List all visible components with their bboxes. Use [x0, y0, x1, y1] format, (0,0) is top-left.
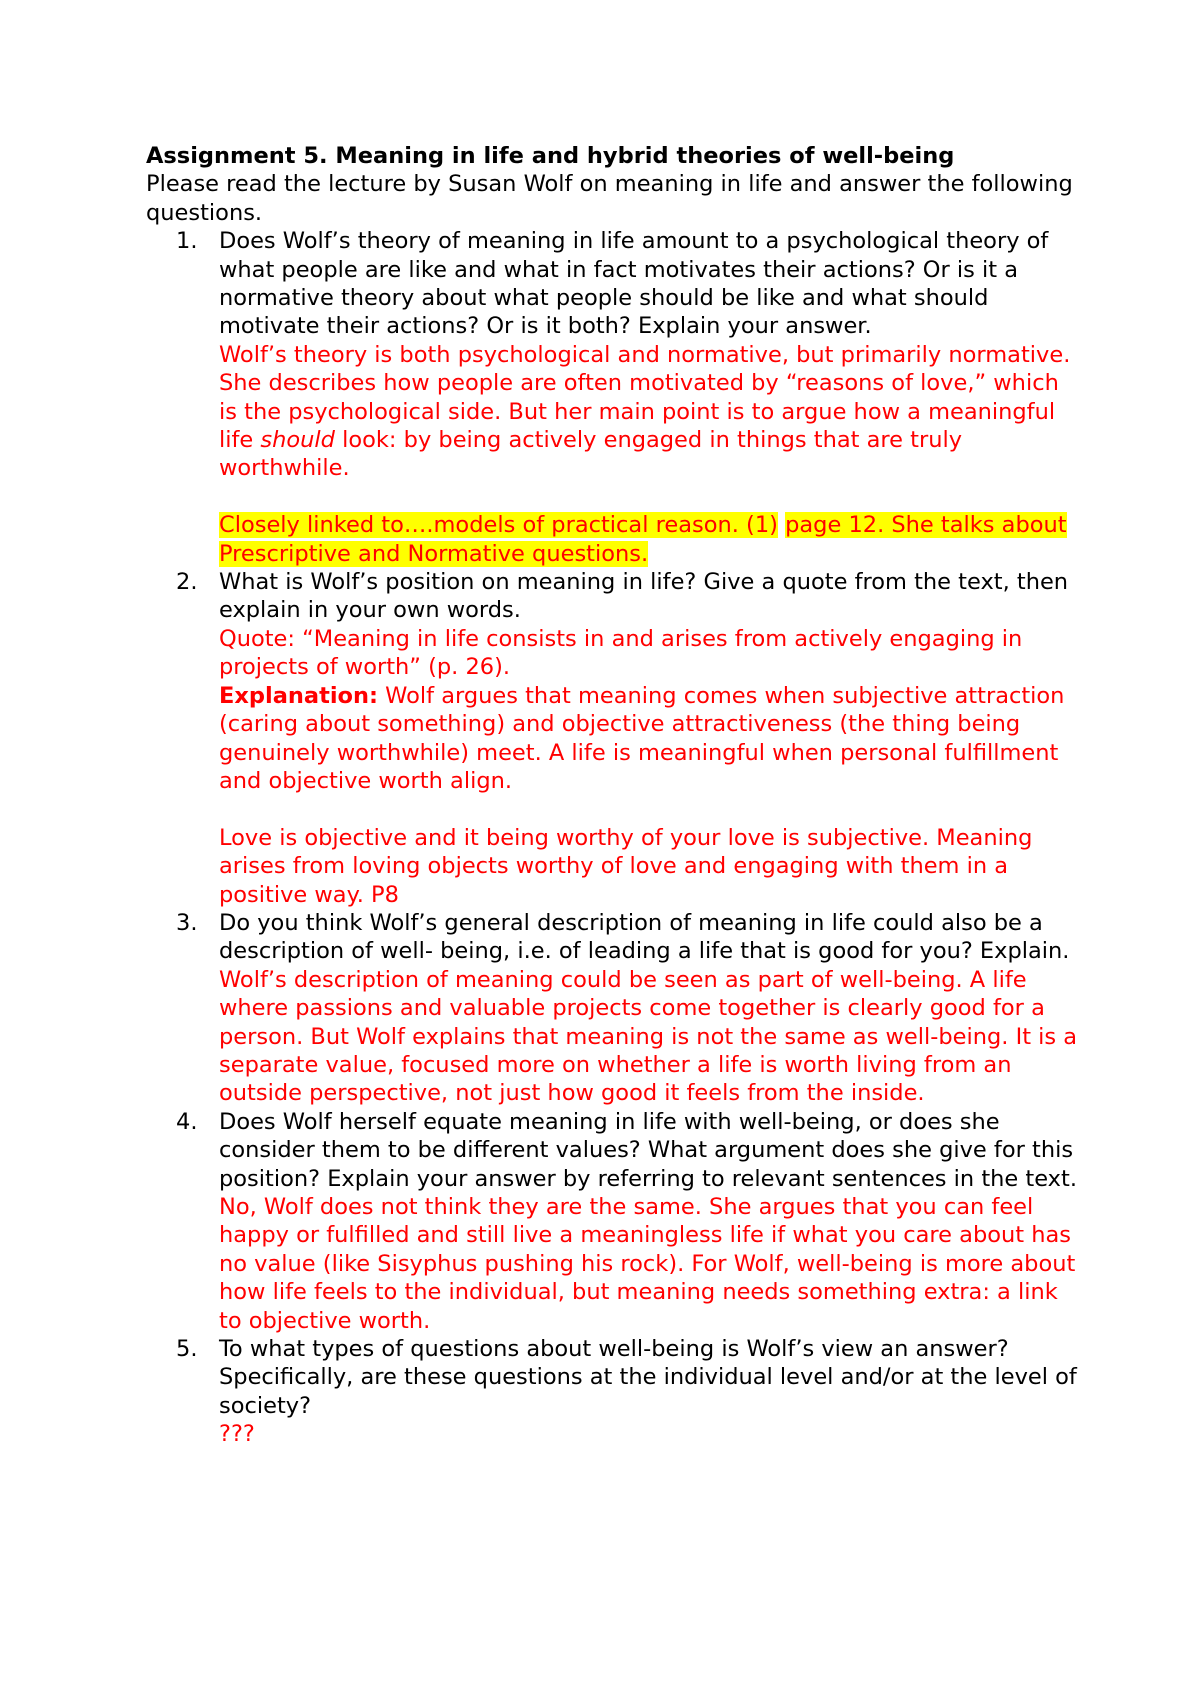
highlighted-note: [219, 511, 1081, 568]
question-2: [146, 568, 1081, 909]
question-text: Does Wolf’s theory of meaning in life amount to a psychological theory of what people are like and what in fact motivates their actions? Or is it a normative theory about what people should be like and what should motivate their actions? Or is it both? Explain your answer.: [219, 228, 1049, 340]
question-number: 4.: [176, 1108, 198, 1135]
question-number: 2.: [176, 569, 198, 596]
question-1: [146, 227, 1081, 568]
question-text: What is Wolf’s position on meaning in life? Give a quote from the text, then explain in your own words.: [219, 569, 1069, 624]
explanation-label: Explanation:: [219, 682, 379, 709]
highlight-span: Closely linked to….models of practical reason. (1): [219, 512, 778, 539]
answer-text: Wolf’s description of meaning could be seen as part of well-being. A life where passions and valuable projects come together is clearly good for a person. But Wolf explains that meaning is not the same as well-being. It is a separate value, focused more on whether a life is worth living from an outside perspective, not just how good it feels from the inside.: [219, 966, 1078, 1107]
question-number: 1.: [176, 228, 198, 255]
answer-explanation: [219, 682, 1081, 796]
blank-line: [219, 483, 1081, 511]
answer-part: look: by being actively engaged in things that are truly worthwhile.: [219, 427, 963, 482]
document-page: [146, 142, 1081, 1449]
question-text: Do you think Wolf’s general description of meaning in life could also be a description of well- being, i.e. of leading a life that is good for you? Explain.: [219, 909, 1070, 965]
question-text: Does Wolf herself equate meaning in life with well-being, or does she consider them to be different values? What argument does she give for this position? Explain your answer by referring to relevant sentences in the text.: [219, 1108, 1077, 1192]
highlight-span: page 12. She talks about Prescriptive and Normative questions.: [219, 512, 1067, 567]
assignment-title: Assignment 5. Meaning in life and hybrid theories of well-being: [146, 143, 955, 169]
question-4: [146, 1108, 1081, 1335]
question-5: [146, 1335, 1081, 1449]
assignment-intro: Please read the lecture by Susan Wolf on meaning in life and answer the following questions.: [146, 171, 1073, 226]
question-3: [146, 909, 1081, 1108]
explanation-text: Wolf argues that meaning comes when subjective attraction (caring about something) and objective attractiveness (the thing being genuinely worthwhile) meet. A life is meaningful when personal fulfillment and objective worth align.: [219, 682, 1065, 794]
question-text: To what types of questions about well-being is Wolf’s view an answer? Specifically, are these questions at the individual level and/or at the level of society?: [219, 1336, 1077, 1419]
question-list: [146, 227, 1081, 1448]
question-number: 5.: [176, 1336, 198, 1363]
question-number: 3.: [176, 909, 198, 936]
answer-text: No, Wolf does not think they are the same. She argues that you can feel happy or fulfilled and still live a meaningless life if what you care about has no value (like Sisyphus pushing his rock). For Wolf, well-being is more about how life feels to the individual, but meaning needs something extra: a link to objective worth.: [219, 1194, 1076, 1334]
answer-text: ???: [219, 1421, 255, 1448]
answer-emphasis: should: [260, 427, 335, 454]
blank-line: [219, 795, 1081, 823]
answer-quote: Quote: “Meaning in life consists in and arises from actively engaging in projects of worth” (p. 26).: [219, 625, 1023, 681]
answer-part: Wolf’s theory is both psychological and normative, but primarily normative. She describes how people are often motivated by “reasons of love,” which is the psychological side. But her main point is to argue how a meaningful life: [219, 341, 1071, 454]
answer-extra: Love is objective and it being worthy of your love is subjective. Meaning arises from loving objects worthy of love and engaging with them in a positive way. P8: [219, 824, 1033, 908]
answer-text: [219, 341, 1081, 483]
